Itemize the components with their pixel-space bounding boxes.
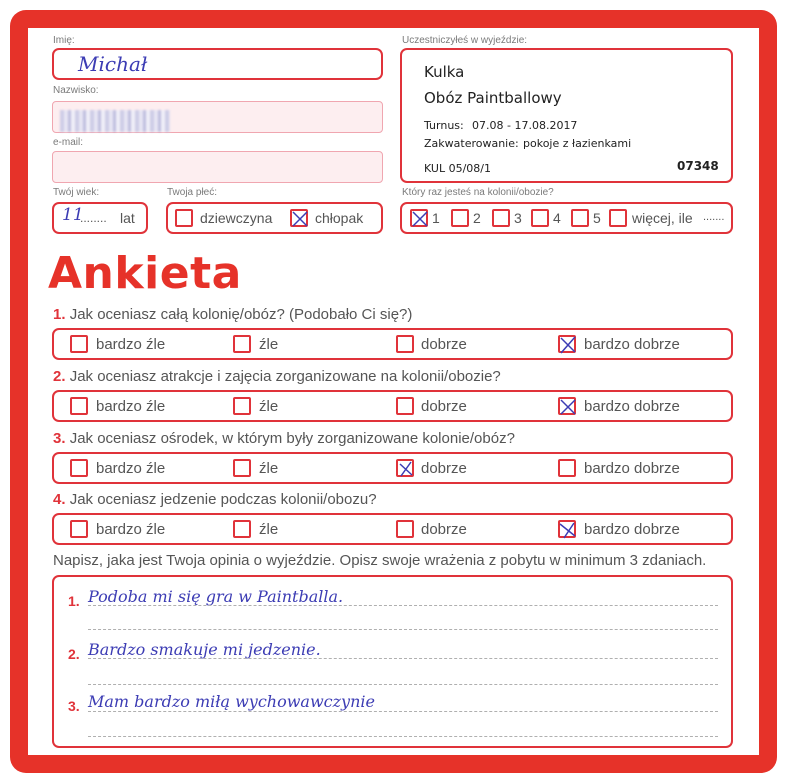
check-mark-icon bbox=[395, 458, 417, 480]
gender-boy-checkbox[interactable] bbox=[290, 209, 308, 227]
times-5-checkbox[interactable] bbox=[571, 209, 589, 227]
q1-bardzo-dobrze-checkbox[interactable] bbox=[558, 335, 576, 353]
times-4-checkbox[interactable] bbox=[531, 209, 549, 227]
check-mark-icon bbox=[557, 396, 579, 418]
answer-line bbox=[88, 605, 718, 606]
times-2-checkbox[interactable] bbox=[451, 209, 469, 227]
answer-line bbox=[88, 684, 718, 685]
q2-bardzo-zle-checkbox[interactable] bbox=[70, 397, 88, 415]
trip-accommodation-label: Zakwaterowanie: bbox=[424, 137, 519, 150]
q4-zle-label: źle bbox=[259, 521, 279, 538]
trip-organizer: Kulka bbox=[424, 63, 465, 81]
surname-label: Nazwisko: bbox=[53, 85, 99, 96]
gender-boy-label: chłopak bbox=[315, 210, 364, 226]
q3-dobrze-checkbox[interactable] bbox=[396, 459, 414, 477]
q1-bardzo-dobrze-label: bardzo dobrze bbox=[584, 336, 680, 353]
gender-label: Twoja płeć: bbox=[167, 187, 218, 198]
answer-line bbox=[88, 736, 718, 737]
times-3-label: 3 bbox=[514, 210, 522, 226]
times-4-label: 4 bbox=[553, 210, 561, 226]
question-2-text bbox=[53, 368, 501, 385]
times-1-checkbox[interactable] bbox=[410, 209, 428, 227]
question-text: Jak oceniasz całą kolonię/obóz? (Podobało Ci się?) bbox=[69, 306, 413, 323]
name-value: Michał bbox=[78, 52, 148, 76]
times-2-label: 2 bbox=[473, 210, 481, 226]
check-mark-icon bbox=[409, 208, 431, 230]
name-label: Imię: bbox=[53, 35, 75, 46]
q3-dobrze-label: dobrze bbox=[421, 460, 467, 477]
q2-zle-label: źle bbox=[259, 398, 279, 415]
age-unit: lat bbox=[120, 210, 135, 226]
q2-dobrze-label: dobrze bbox=[421, 398, 467, 415]
times-1-label: 1 bbox=[432, 210, 440, 226]
age-label: Twój wiek: bbox=[53, 187, 100, 198]
answer-line bbox=[88, 658, 718, 659]
question-number: 3. bbox=[53, 430, 66, 447]
email-label: e-mail: bbox=[53, 137, 84, 148]
age-value: 11 bbox=[62, 205, 84, 225]
q3-bardzo-zle-checkbox[interactable] bbox=[70, 459, 88, 477]
times-more-dots: ....... bbox=[703, 211, 725, 223]
q4-bardzo-zle-checkbox[interactable] bbox=[70, 520, 88, 538]
q4-bardzo-dobrze-label: bardzo dobrze bbox=[584, 521, 680, 538]
trip-turnus-label: Turnus: bbox=[424, 119, 464, 132]
check-mark-icon bbox=[557, 519, 579, 541]
question-number: 4. bbox=[53, 491, 66, 508]
gender-girl-checkbox[interactable] bbox=[175, 209, 193, 227]
q3-zle-checkbox[interactable] bbox=[233, 459, 251, 477]
q3-bardzo-zle-label: bardzo źle bbox=[96, 460, 166, 477]
question-text: Jak oceniasz jedzenie podczas kolonii/obozu? bbox=[69, 491, 377, 508]
question-1-text bbox=[53, 306, 412, 323]
trip-accommodation-value: pokoje z łazienkami bbox=[523, 137, 632, 150]
check-mark-icon bbox=[289, 208, 311, 230]
answer-line bbox=[88, 629, 718, 630]
q2-zle-checkbox[interactable] bbox=[233, 397, 251, 415]
trip-number: 07348 bbox=[677, 159, 719, 173]
q4-dobrze-label: dobrze bbox=[421, 521, 467, 538]
question-number: 1. bbox=[53, 306, 66, 323]
q2-bardzo-dobrze-checkbox[interactable] bbox=[558, 397, 576, 415]
page-title: Ankieta bbox=[48, 248, 242, 299]
answer-2-number: 2. bbox=[68, 646, 80, 662]
q4-zle-checkbox[interactable] bbox=[233, 520, 251, 538]
question-number: 2. bbox=[53, 368, 66, 385]
times-more-label: więcej, ile bbox=[632, 210, 693, 226]
answer-1-text: Podoba mi się gra w Paintballa. bbox=[88, 587, 344, 606]
q4-dobrze-checkbox[interactable] bbox=[396, 520, 414, 538]
answer-3-text: Mam bardzo miłą wychowawczynie bbox=[88, 692, 375, 711]
q2-bardzo-dobrze-label: bardzo dobrze bbox=[584, 398, 680, 415]
answer-line bbox=[88, 711, 718, 712]
q1-zle-checkbox[interactable] bbox=[233, 335, 251, 353]
question-text: Jak oceniasz ośrodek, w którym były zorganizowane kolonie/obóz? bbox=[69, 430, 515, 447]
q1-dobrze-checkbox[interactable] bbox=[396, 335, 414, 353]
times-3-checkbox[interactable] bbox=[492, 209, 510, 227]
trip-camp-name: Obóz Paintballowy bbox=[424, 89, 562, 107]
q3-bardzo-dobrze-label: bardzo dobrze bbox=[584, 460, 680, 477]
trip-label: Uczestniczyłeś w wyjeździe: bbox=[402, 35, 528, 46]
gender-girl-label: dziewczyna bbox=[200, 210, 273, 226]
q2-dobrze-checkbox[interactable] bbox=[396, 397, 414, 415]
trip-turnus-value: 07.08 - 17.08.2017 bbox=[472, 119, 578, 132]
q1-dobrze-label: dobrze bbox=[421, 336, 467, 353]
answer-3-number: 3. bbox=[68, 698, 80, 714]
q2-bardzo-zle-label: bardzo źle bbox=[96, 398, 166, 415]
q1-bardzo-zle-checkbox[interactable] bbox=[70, 335, 88, 353]
question-text: Jak oceniasz atrakcje i zajęcia zorganizowane na kolonii/obozie? bbox=[69, 368, 501, 385]
times-more-checkbox[interactable] bbox=[609, 209, 627, 227]
q3-bardzo-dobrze-checkbox[interactable] bbox=[558, 459, 576, 477]
q3-zle-label: źle bbox=[259, 460, 279, 477]
check-mark-icon bbox=[557, 334, 579, 356]
email-field[interactable] bbox=[52, 151, 383, 183]
opinion-prompt: Napisz, jaka jest Twoja opinia o wyjeździe. Opisz swoje wrażenia z pobytu w minimum 3 zdaniach. bbox=[53, 552, 707, 569]
trip-code: KUL 05/08/1 bbox=[424, 162, 491, 175]
times-label: Który raz jesteś na kolonii/obozie? bbox=[402, 187, 554, 198]
q4-bardzo-dobrze-checkbox[interactable] bbox=[558, 520, 576, 538]
question-3-text bbox=[53, 430, 515, 447]
q4-bardzo-zle-label: bardzo źle bbox=[96, 521, 166, 538]
answer-1-number: 1. bbox=[68, 593, 80, 609]
age-dots: ........ bbox=[80, 211, 107, 225]
answer-2-text: Bardzo smakuje mi jedzenie. bbox=[88, 640, 321, 659]
times-5-label: 5 bbox=[593, 210, 601, 226]
question-4-text bbox=[53, 491, 377, 508]
q1-bardzo-zle-label: bardzo źle bbox=[96, 336, 166, 353]
surname-redacted bbox=[60, 110, 170, 132]
q1-zle-label: źle bbox=[259, 336, 279, 353]
